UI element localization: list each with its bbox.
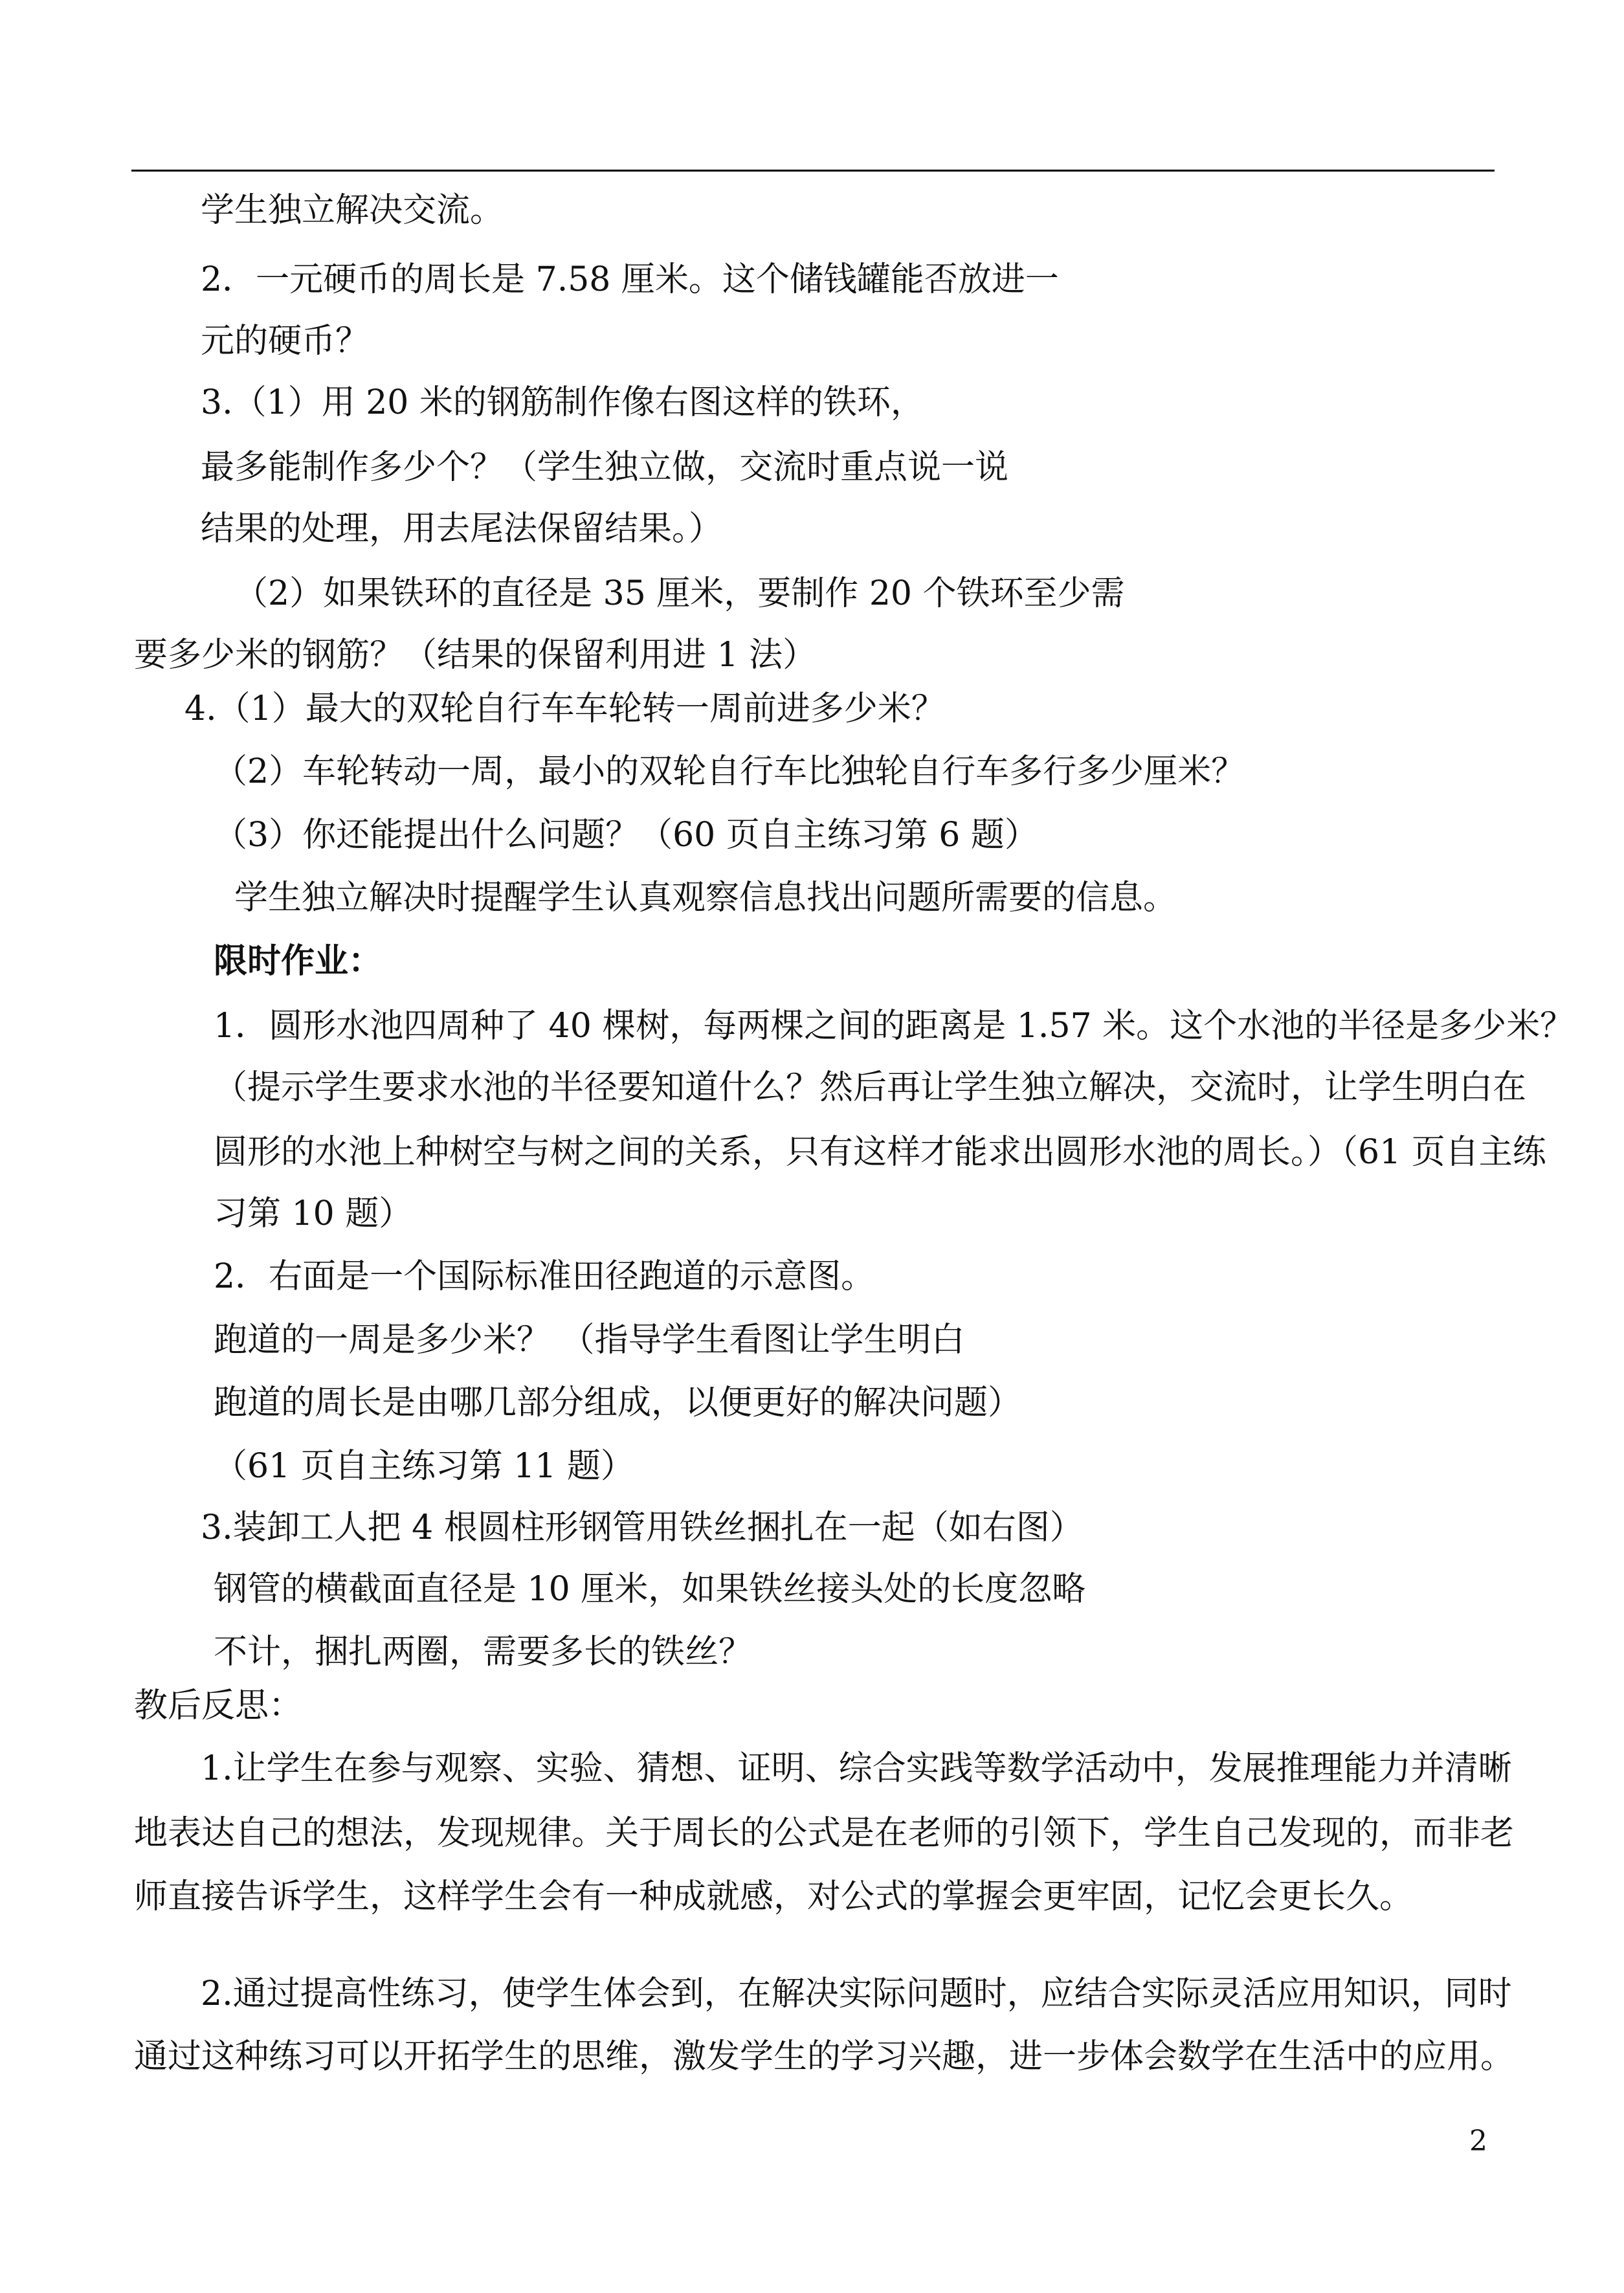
text-line: 结果的处理，用去尾法保留结果。） [201,509,723,548]
text-line: 学生独立解决时提醒学生认真观察信息找出问题所需要的信息。 [234,878,1177,917]
text-line: 3.（1）用 20 米的钢筋制作像右图这样的铁环， [201,383,924,422]
text-line: 不计，捆扎两圈，需要多长的铁丝？ [214,1633,753,1672]
text-line: 最多能制作多少个？（学生独立做，交流时重点说一说 [201,448,1009,487]
text-line: 习第 10 题） [214,1194,413,1233]
text-line: 钢管的横截面直径是 10 厘米，如果铁丝接头处的长度忽略 [214,1570,1086,1609]
text-line: 3.装卸工人把 4 根圆柱形钢管用铁丝捆扎在一起（如右图） [201,1508,1084,1547]
text-line: 跑道的一周是多少米？ （指导学生看图让学生明白 [214,1321,965,1359]
text-line: 元的硬币？ [201,322,370,361]
text-line: 4.（1）最大的双轮自行车车轮转一周前进多少米？ [184,689,945,728]
header-rule [131,170,1495,172]
text-line: 2．右面是一个国际标准田径跑道的示意图。 [214,1257,875,1296]
text-line: （2）车轮转动一周，最小的双轮自行车比独轮自行车多行多少厘米？ [214,752,1245,791]
text-line: 通过这种练习可以开拓学生的思维，激发学生的学习兴趣，进一步体会数学在生活中的应用。 [134,2037,1515,2076]
text-line: 1．圆形水池四周种了 40 棵树，每两棵之间的距离是 1.57 米。这个水池的半径是多少米？ [214,1007,1574,1046]
text-line: 要多少米的钢筋？（结果的保留利用进 1 法） [134,636,817,675]
section-heading: 限时作业： [214,941,383,981]
text-line: 1.让学生在参与观察、实验、猜想、证明、综合实践等数学活动中，发展推理能力并清晰 [201,1749,1512,1788]
section-heading: 教后反思： [134,1686,303,1725]
page-number: 2 [1469,2125,1487,2158]
text-line: 师直接告诉学生，这样学生会有一种成就感，对公式的掌握会更牢固，记忆会更长久。 [134,1877,1414,1916]
text-line: 地表达自己的想法，发现规律。关于周长的公式是在老师的引领下，学生自己发现的，而非老 [134,1814,1515,1853]
text-line: （61 页自主练习第 11 题） [214,1447,634,1486]
text-line: 2.通过提高性练习，使学生体会到，在解决实际问题时，应结合实际灵活应用知识，同时 [201,1974,1512,2013]
text-line: （2）如果铁环的直径是 35 厘米，要制作 20 个铁环至少需 [234,574,1125,613]
text-line: （3）你还能提出什么问题？（60 页自主练习第 6 题） [214,816,1038,855]
text-line: 2．一元硬币的周长是 7.58 厘米。这个储钱罐能否放进一 [201,260,1059,299]
text-line: 跑道的周长是由哪几部分组成，以便更好的解决问题） [214,1383,1022,1422]
text-line: （提示学生要求水池的半径要知道什么？然后再让学生独立解决，交流时，让学生明白在 [214,1068,1527,1107]
text-line: 圆形的水池上种树空与树之间的关系，只有这样才能求出圆形水池的周长。）（61 页自主练 [214,1133,1546,1172]
text-line: 学生独立解决交流。 [201,191,504,230]
